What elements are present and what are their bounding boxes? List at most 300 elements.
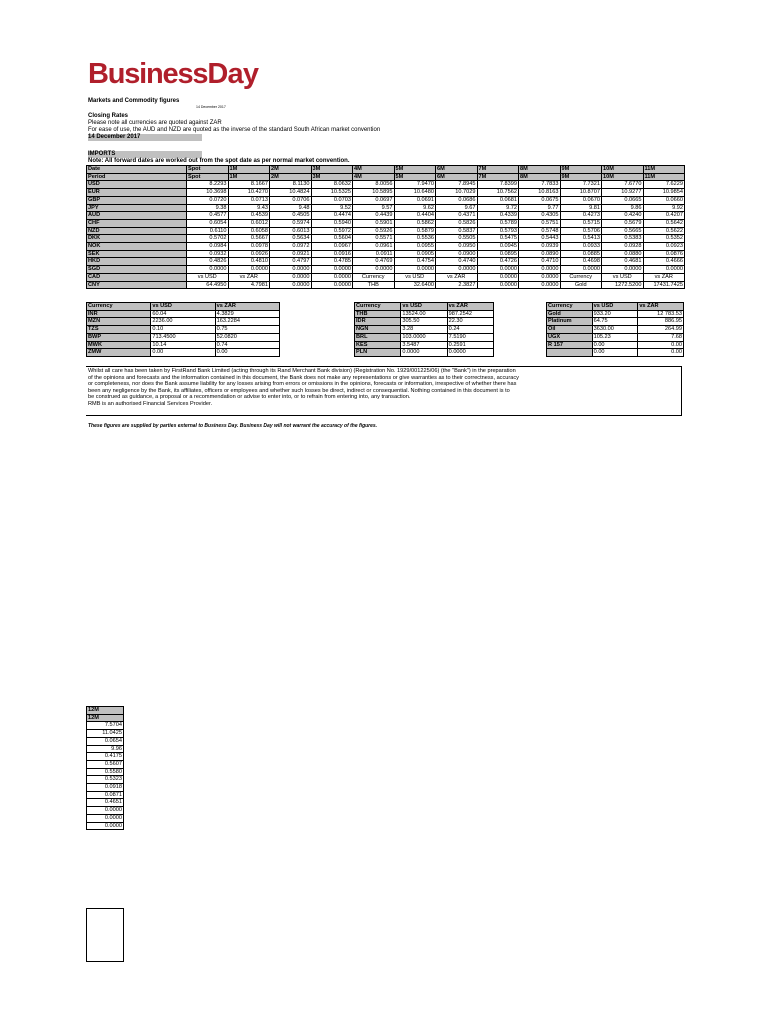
column-header: 3M [311, 173, 353, 181]
column-header: vs USD [592, 303, 638, 311]
table-row [87, 753, 124, 761]
rate-cell: 10.5895 [353, 189, 395, 197]
table-period-row [87, 173, 685, 181]
rate-cell: 0.0978 [228, 243, 270, 251]
rate-cell: 10.4824 [270, 189, 312, 197]
rate-cell: 0.4710 [519, 258, 561, 266]
rate-cell: 0.0871 [87, 791, 124, 799]
rate-cell: 0.5715 [560, 219, 602, 227]
rate-cell: 103.0000 [401, 333, 447, 341]
currency-label: GBP [87, 196, 187, 204]
rate-cell: 0.0928 [602, 243, 644, 251]
column-header: 8M [519, 166, 561, 174]
currency-label: INR [87, 310, 151, 318]
currency-label: SEK [87, 250, 187, 258]
rate-cell: 0.5665 [602, 227, 644, 235]
rate-cell: 0.00 [215, 349, 279, 357]
header-date: 14 December 2017 [196, 105, 226, 109]
column-header: 8M [519, 173, 561, 181]
rate-cell: 0.0880 [602, 250, 644, 258]
column-header: 3M [311, 166, 353, 174]
column-header: vs ZAR [215, 303, 279, 311]
rate-cell: 9.52 [311, 204, 353, 212]
rate-cell: 7.5704 [87, 722, 124, 730]
table-row [87, 807, 124, 815]
currency-label: UGX [547, 333, 593, 341]
rate-cell: 0.0000 [228, 266, 270, 274]
rate-cell: 9.96 [87, 745, 124, 753]
rate-cell: 0.5443 [519, 235, 561, 243]
currency-label: AUD [87, 212, 187, 220]
rate-cell: Currency [353, 273, 395, 281]
rate-cell: 0.00 [592, 349, 638, 357]
rate-cell: vs ZAR [643, 273, 685, 281]
column-header: 10M [602, 173, 644, 181]
rate-cell: 0.0713 [228, 196, 270, 204]
logo-part-business: Business [88, 58, 208, 90]
rate-cell: 0.10 [151, 326, 215, 334]
rate-cell: 9.92 [643, 204, 685, 212]
rate-cell: 7.6229 [643, 181, 685, 189]
rate-cell: 0.4404 [394, 212, 436, 220]
closing-rates-date: 14 December 2017 [88, 134, 202, 141]
rate-cell: 713.4500 [151, 333, 215, 341]
table-header-row [547, 303, 684, 311]
currency-label: DKK [87, 235, 187, 243]
rate-cell: 0.5413 [560, 235, 602, 243]
table-row [87, 737, 124, 745]
rate-cell: 0.0000 [270, 266, 312, 274]
rate-cell: 0.5607 [87, 760, 124, 768]
currency-label: NOK [87, 243, 187, 251]
rate-cell: 0.0000 [519, 266, 561, 274]
rate-cell: 0.5536 [394, 235, 436, 243]
disclaimer-line: been any negligence by the Bank, its affiliates, officers or employees and whether such losses be direct, indirect or consequential. Nothing contained in this document is to [88, 387, 510, 394]
rate-cell: 0.5789 [477, 219, 519, 227]
rate-cell: 10.7562 [477, 189, 519, 197]
rate-cell: 0.0681 [477, 196, 519, 204]
rate-cell: 9.38 [187, 204, 229, 212]
currency-label: CHF [87, 219, 187, 227]
rate-cell: 0.0000 [560, 266, 602, 274]
rate-cell: 0.4769 [353, 258, 395, 266]
rate-cell: 0.0000 [87, 814, 124, 822]
rate-cell: 305.50 [401, 318, 447, 326]
rate-cell: 0.4175 [87, 753, 124, 761]
rate-cell: 52.0820 [215, 333, 279, 341]
table-row [355, 341, 494, 349]
rate-cell: 0.0000 [311, 266, 353, 274]
rate-cell: 0.5580 [87, 768, 124, 776]
rate-cell: 0.6110 [187, 227, 229, 235]
table-row [547, 310, 684, 318]
commodities-table [546, 302, 684, 357]
column-header: vs ZAR [638, 303, 684, 311]
rate-cell: 0.5837 [436, 227, 478, 235]
rate-cell: 0.4474 [311, 212, 353, 220]
rate-cell: 0.5751 [519, 219, 561, 227]
rate-cell: 7.8399 [477, 181, 519, 189]
rate-cell: 0.4577 [187, 212, 229, 220]
rate-cell: 0.0000 [270, 281, 312, 289]
table-row [87, 799, 124, 807]
rate-cell: 264.99 [638, 326, 684, 334]
table-row [87, 784, 124, 792]
rate-cell: 0.00 [151, 349, 215, 357]
column-header: 10M [602, 166, 644, 174]
logo-part-day: Day [207, 58, 259, 90]
column-header: Spot [187, 173, 229, 181]
rate-cell: 0.0000 [477, 281, 519, 289]
rate-cell: 60.04 [151, 310, 215, 318]
cross-rates-table-emerging [354, 302, 494, 357]
rate-cell: 7.5190 [447, 333, 493, 341]
disclaimer-line: RMB is an authorised Financial Services Provider. [88, 400, 213, 407]
table-row [87, 258, 685, 266]
rate-cell: 0.0665 [602, 196, 644, 204]
rate-cell: 0.0923 [643, 243, 685, 251]
rate-cell: 0.0890 [519, 250, 561, 258]
table-header-row [87, 707, 124, 715]
rate-cell: 0.4754 [394, 258, 436, 266]
rate-cell: 0.0697 [353, 196, 395, 204]
rate-cell: 0.0000 [311, 273, 353, 281]
table-row [547, 341, 684, 349]
table-row [547, 326, 684, 334]
rate-cell: 22.30 [447, 318, 493, 326]
table-row [87, 266, 685, 274]
currency-label: USD [87, 181, 187, 189]
rate-cell: 0.5702 [187, 235, 229, 243]
rate-cell: 10.7029 [436, 189, 478, 197]
rate-cell: 0.0660 [643, 196, 685, 204]
rate-cell: 7.9470 [394, 181, 436, 189]
closing-rates-note-1: Please note all currencies are quoted against ZAR [88, 120, 222, 126]
column-header: Currency [355, 303, 401, 311]
rate-cell: 4.3829 [215, 310, 279, 318]
rate-cell: 0.5604 [311, 235, 353, 243]
rate-cell: 0.0706 [270, 196, 312, 204]
currency-label: Platinum [547, 318, 593, 326]
currency-label: TZS [87, 326, 151, 334]
table-row [87, 341, 280, 349]
rate-cell: 1272.5200 [602, 281, 644, 289]
rate-cell: 0.0900 [436, 250, 478, 258]
rate-cell: 7.7833 [519, 181, 561, 189]
rate-cell: 0.5505 [436, 235, 478, 243]
rate-cell: 0.5972 [311, 227, 353, 235]
table-row [87, 776, 124, 784]
rate-cell: 0.0000 [353, 266, 395, 274]
rate-cell: 0.4651 [87, 799, 124, 807]
rate-cell: 0.0686 [436, 196, 478, 204]
closing-rates-title: Closing Rates [88, 113, 129, 119]
empty-box [86, 908, 124, 962]
rate-cell: 0.2591 [447, 341, 493, 349]
rate-cell: 0.0939 [519, 243, 561, 251]
rate-cell: vs USD [394, 273, 436, 281]
rate-cell: 0.4505 [270, 212, 312, 220]
rate-cell: 0.6058 [228, 227, 270, 235]
rate-cell: 0.0885 [560, 250, 602, 258]
table-row [547, 333, 684, 341]
disclaimer-line: of the opinions and forecasts and the information contained in this document, the Bank does not make any representations or give warranties as to their correctness, accuracy [88, 374, 519, 381]
rate-cell: 10.8707 [560, 189, 602, 197]
rate-cell: 7.68 [638, 333, 684, 341]
rate-cell: 0.75 [215, 326, 279, 334]
rate-cell: 17431.7425 [643, 281, 685, 289]
currency-label: CAD [87, 273, 187, 281]
rate-cell: 0.5974 [270, 219, 312, 227]
rate-cell: 0.0926 [228, 250, 270, 258]
currency-label: NGN [355, 326, 401, 334]
rate-cell: 8.2293 [187, 181, 229, 189]
currency-label: JPY [87, 204, 187, 212]
rate-cell: 10.4270 [228, 189, 270, 197]
column-header: Currency [547, 303, 593, 311]
table-header-row [87, 166, 685, 174]
rate-cell: 0.0955 [394, 243, 436, 251]
rate-cell: 64.75 [592, 318, 638, 326]
currency-label: Gold [547, 310, 593, 318]
currency-label: BRL [355, 333, 401, 341]
table-row [87, 722, 124, 730]
table-row [87, 235, 685, 243]
rate-cell: 0.5793 [477, 227, 519, 235]
rate-cell: THB [353, 281, 395, 289]
rate-cell: 0.5879 [394, 227, 436, 235]
rate-cell: 0.0972 [270, 243, 312, 251]
rate-cell: 0.0916 [311, 250, 353, 258]
table-row [355, 333, 494, 341]
rate-cell: 10.5325 [311, 189, 353, 197]
rate-cell: 0.0895 [477, 250, 519, 258]
table-row [87, 730, 124, 738]
rate-cell: 0.0000 [436, 266, 478, 274]
disclaimer-box [86, 366, 682, 416]
imports-note: Note: All forward dates are worked out from the spot date as per normal market convention. [88, 158, 350, 164]
rate-cell: 8.0632 [311, 181, 353, 189]
rate-cell: 2.3827 [436, 281, 478, 289]
rate-cell: 9.67 [436, 204, 478, 212]
rate-cell: 10.14 [151, 341, 215, 349]
rate-cell: 0.0000 [477, 266, 519, 274]
rate-cell: 0.0984 [187, 243, 229, 251]
rate-cell: 4.7981 [228, 281, 270, 289]
rate-cell: 7.6770 [602, 181, 644, 189]
column-header: 5M [394, 173, 436, 181]
column-header: 12M [87, 707, 124, 715]
column-header: 9M [560, 166, 602, 174]
rate-cell: 0.00 [592, 341, 638, 349]
column-header: vs ZAR [447, 303, 493, 311]
disclaimer-line: be construed as guidance, a proposal or a recommendation or advise to enter into, or to refrain from entering into, any transaction. [88, 394, 411, 401]
column-header: 6M [436, 166, 478, 174]
rate-cell: 8.1130 [270, 181, 312, 189]
rate-cell: 0.6013 [270, 227, 312, 235]
table-row [87, 768, 124, 776]
rate-cell: 9.43 [228, 204, 270, 212]
rate-cell: 7.7321 [560, 181, 602, 189]
table-row [87, 227, 685, 235]
rate-cell: 9.86 [602, 204, 644, 212]
table-row [87, 250, 685, 258]
rate-cell: 0.4539 [228, 212, 270, 220]
rate-cell: 0.4439 [353, 212, 395, 220]
rate-cell: 0.5323 [87, 776, 124, 784]
column-header: vs USD [151, 303, 215, 311]
rate-cell: 105.23 [592, 333, 638, 341]
rate-cell: 12 783.53 [638, 310, 684, 318]
rate-cell: 10.8163 [519, 189, 561, 197]
table-row [87, 212, 685, 220]
rate-cell: vs ZAR [436, 273, 478, 281]
rate-cell: 0.0000 [519, 281, 561, 289]
rate-cell: 0.4666 [643, 258, 685, 266]
rate-cell: 9.77 [519, 204, 561, 212]
rate-cell: 0.0905 [394, 250, 436, 258]
currency-label: EUR [87, 189, 187, 197]
page-subtitle: Markets and Commodity figures [88, 98, 180, 104]
table-row [87, 243, 685, 251]
rate-cell: 0.5679 [602, 219, 644, 227]
column-header: 11M [643, 166, 685, 174]
rate-cell: 0.0876 [643, 250, 685, 258]
rate-cell: 0.6012 [228, 219, 270, 227]
rate-cell: 0.4826 [187, 258, 229, 266]
rate-cell: 8.1667 [228, 181, 270, 189]
column-header: 11M [643, 173, 685, 181]
table-header-row [87, 303, 280, 311]
table-row [355, 349, 494, 357]
table-row [87, 181, 685, 189]
cross-rates-table-africa [86, 302, 280, 357]
currency-label: KES [355, 341, 401, 349]
column-header: 9M [560, 173, 602, 181]
rate-cell: 0.0720 [187, 196, 229, 204]
closing-rates-note-2: For ease of use, the AUD and NZD are quoted as the inverse of the standard South African market convention [88, 127, 381, 133]
rate-cell: 0.5667 [228, 235, 270, 243]
currency-label: HKD [87, 258, 187, 266]
rate-cell: 0.5475 [477, 235, 519, 243]
currency-label: NZD [87, 227, 187, 235]
rate-cell: Currency [560, 273, 602, 281]
rate-cell: 0.4240 [602, 212, 644, 220]
column-header: Spot [187, 166, 229, 174]
currency-label: R 157 [547, 341, 593, 349]
rate-cell: 13524.00 [401, 310, 447, 318]
rate-cell: 0.4810 [228, 258, 270, 266]
column-header: vs USD [401, 303, 447, 311]
rate-cell: 0.0000 [643, 266, 685, 274]
rate-cell: 0.0000 [401, 349, 447, 357]
source-footnote: These figures are supplied by parties external to Business Day. Business Day will not warrant the accuracy of the figures. [88, 423, 378, 429]
twelve-month-column [86, 706, 124, 830]
table-row [87, 791, 124, 799]
rate-cell: 11.0425 [87, 730, 124, 738]
column-header: Period [87, 173, 187, 181]
rate-cell: 0.0703 [311, 196, 353, 204]
column-header: 1M [228, 166, 270, 174]
column-header: 6M [436, 173, 478, 181]
rate-cell: 0.4726 [477, 258, 519, 266]
column-header: 2M [270, 166, 312, 174]
rate-cell: 0.0961 [353, 243, 395, 251]
rate-cell: 0.00 [638, 349, 684, 357]
table-row [87, 204, 685, 212]
rate-cell: 9.81 [560, 204, 602, 212]
rate-cell: 0.0911 [353, 250, 395, 258]
rate-cell: 0.5622 [643, 227, 685, 235]
businessday-logo [88, 60, 258, 89]
table-row [87, 310, 280, 318]
rate-cell: 886.95 [638, 318, 684, 326]
forward-rates-table [86, 165, 685, 289]
table-row [87, 219, 685, 227]
rate-cell: 0.5642 [643, 219, 685, 227]
rate-cell: 0.0950 [436, 243, 478, 251]
rate-cell: 0.00 [638, 341, 684, 349]
rate-cell: 9.62 [394, 204, 436, 212]
rate-cell: 0.5634 [270, 235, 312, 243]
rate-cell: 0.0000 [394, 266, 436, 274]
currency-label: IDR [355, 318, 401, 326]
rate-cell: 933.20 [592, 310, 638, 318]
column-header: 2M [270, 173, 312, 181]
rate-cell: 0.4339 [477, 212, 519, 220]
rate-cell: 0.5901 [353, 219, 395, 227]
table-row [87, 318, 280, 326]
rate-cell: 0.4371 [436, 212, 478, 220]
column-header: Currency [87, 303, 151, 311]
rate-cell: 0.0967 [311, 243, 353, 251]
column-header: 7M [477, 166, 519, 174]
rate-cell: 0.4273 [560, 212, 602, 220]
rate-cell: 0.0000 [187, 266, 229, 274]
rate-cell: 0.24 [447, 326, 493, 334]
rate-cell: vs USD [602, 273, 644, 281]
rate-cell: 3630.00 [592, 326, 638, 334]
column-header: 7M [477, 173, 519, 181]
rate-cell: 0.0654 [87, 737, 124, 745]
rate-cell: 8.0056 [353, 181, 395, 189]
rate-cell: 0.0000 [270, 273, 312, 281]
rate-cell: 0.0675 [519, 196, 561, 204]
rate-cell: 163.2284 [215, 318, 279, 326]
currency-label: CNY [87, 281, 187, 289]
rate-cell: 3.5487 [401, 341, 447, 349]
rate-cell: vs USD [187, 273, 229, 281]
currency-label: THB [355, 310, 401, 318]
rate-cell: 0.0918 [87, 784, 124, 792]
rate-cell: 0.0933 [560, 243, 602, 251]
table-row [87, 326, 280, 334]
rate-cell: 10.3698 [187, 189, 229, 197]
rate-cell: 0.5706 [560, 227, 602, 235]
table-row [87, 273, 685, 281]
rate-cell: 0.0000 [87, 807, 124, 815]
rate-cell: 0.74 [215, 341, 279, 349]
rate-cell: 0.5826 [436, 219, 478, 227]
rate-cell: 0.0932 [187, 250, 229, 258]
rate-cell: 9.57 [353, 204, 395, 212]
rate-cell: 10.9854 [643, 189, 685, 197]
rate-cell: 2236.00 [151, 318, 215, 326]
rate-cell: 0.5926 [353, 227, 395, 235]
rate-cell: 0.4698 [560, 258, 602, 266]
table-row [87, 814, 124, 822]
disclaimer-line: Whilst all care has been taken by FirstRand Bank Limited (acting through its Rand Merchant Bank division) (Registration No. 1929/001225/06) (the "Bank") in the preparation [88, 368, 516, 374]
